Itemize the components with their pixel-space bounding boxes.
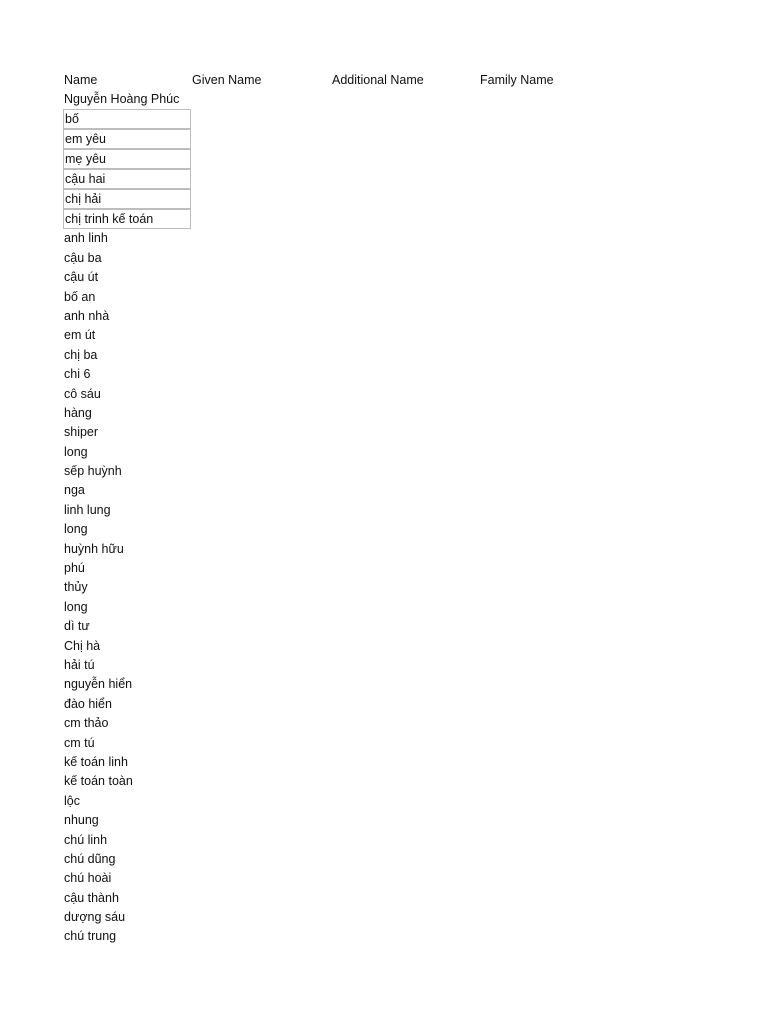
name-cell: em yêu [63,129,191,149]
name-cell: long [64,599,88,614]
name-cell: anh nhà [64,308,110,323]
name-cell: cậu thành [64,890,119,905]
name-cell: mẹ yêu [63,149,191,169]
name-cell: chi 6 [64,367,91,382]
name-cell: chú linh [64,832,108,847]
name-cell: chị ba [64,347,98,362]
name-cell: cậu út [64,270,99,285]
name-cell: long [64,522,88,537]
name-cell: hải tú [64,657,95,672]
header-additional-name: Additional Name [332,73,424,87]
name-cell: chị trinh kế toán [63,209,191,229]
name-cell: cậu ba [64,250,102,265]
name-cell: nguyễn hiển [64,677,133,692]
name-cell: huỳnh hữu [64,541,124,556]
name-cell: hàng [64,405,92,420]
name-cell: bố [63,109,191,129]
name-cell: dượng sáu [64,910,126,925]
name-cell: phú [64,561,85,576]
name-cell: lộc [64,793,80,808]
name-cell: Nguyễn Hoàng Phúc [64,92,180,106]
name-cell: cm tú [64,735,95,750]
name-cell: anh linh [64,231,108,246]
header-name: Name [64,73,98,87]
name-cell: nga [64,483,85,498]
name-cell: cậu hai [63,169,191,189]
name-cell: linh lung [64,502,111,517]
name-cell: kế toán linh [64,754,128,769]
name-cell: nhung [64,813,99,828]
name-list [63,90,263,947]
name-cell: shiper [64,425,99,440]
name-cell: kế toán toàn [64,774,133,789]
name-cell: đào hiển [64,696,112,711]
header-row [0,71,768,89]
name-cell: Chị hà [64,638,101,653]
name-cell: long [64,444,88,459]
name-cell: thủy [64,580,88,595]
header-given-name: Given Name [192,73,262,87]
name-cell: chị hải [63,189,191,209]
name-cell: chú hoài [64,871,112,886]
name-cell: em út [64,328,96,343]
name-cell: chú trung [64,929,117,944]
name-cell: bố an [64,289,96,304]
name-cell: cm thảo [64,716,109,731]
name-cell: sếp huỳnh [64,464,122,479]
name-cell: chú dũng [64,851,116,866]
name-cell: cô sáu [64,386,101,401]
header-family-name: Family Name [480,73,554,87]
name-cell: dì tư [64,619,90,634]
